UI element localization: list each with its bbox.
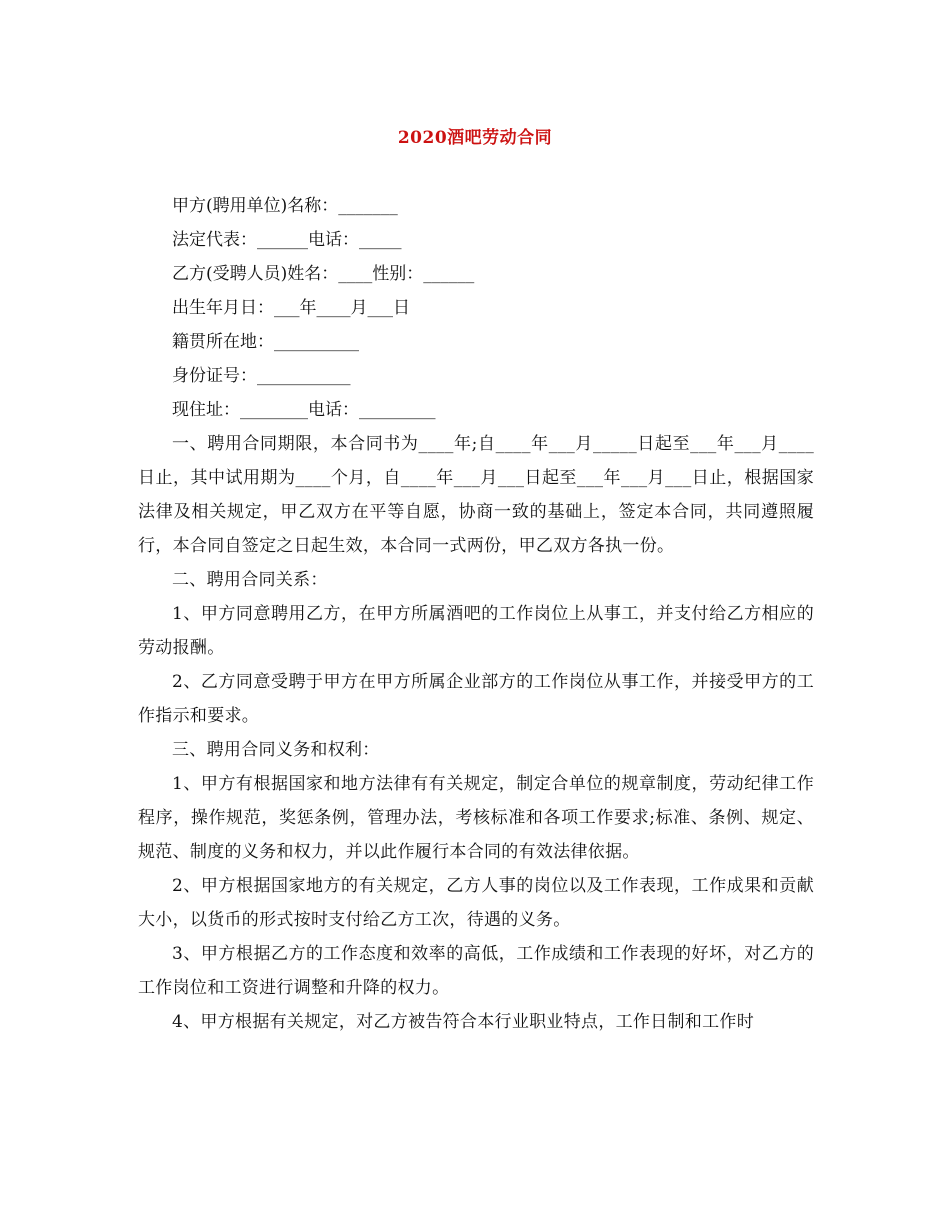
section-3-heading: 三、聘用合同义务和权利： xyxy=(172,740,380,760)
clause-3-2: 2、甲方根据国家地方的有关规定，乙方人事的岗位以及工作表现，工作成果和贡献大小，以货币的形式按时支付给乙方工次，待遇的义务。 xyxy=(138,876,814,930)
party-b-name-line: 乙方(受聘人员)姓名：____性别：______ xyxy=(172,264,475,284)
legal-representative-line: 法定代表：______电话：_____ xyxy=(172,230,402,250)
clause-3-3: 3、甲方根据乙方的工作态度和效率的高低，工作成绩和工作表现的好坏，对乙方的工作岗位和工资进行调整和升降的权力。 xyxy=(138,944,814,998)
clause-3-4: 4、甲方根据有关规定，对乙方被告符合本行业职业特点，工作日制和工作时 xyxy=(172,1012,755,1032)
clause-2-1: 1、甲方同意聘用乙方，在甲方所属酒吧的工作岗位上从事工，并支付给乙方相应的劳动报酬。 xyxy=(138,604,814,658)
id-number-line: 身份证号：___________ xyxy=(172,366,351,386)
party-a-name-line: 甲方(聘用单位)名称：_______ xyxy=(172,196,398,216)
clause-1-term: 一、聘用合同期限，本合同书为____年;自____年___月_____日起至___年___月____日止，其中试用期为____个月，自____年___月___日起至___年___月___日止，根据国家法律及相关规定，甲乙双方在平等自愿，协商一致的基础上，签定本合同，共同遵照履行，本合同自签定之日起生效，本合同一式两份，甲乙双方各执一份。 xyxy=(138,434,814,556)
section-2-heading: 二、聘用合同关系： xyxy=(172,570,328,590)
native-place-line: 籍贯所在地：__________ xyxy=(172,332,359,352)
clause-2-2: 2、乙方同意受聘于甲方在甲方所属企业部方的工作岗位从事工作，并接受甲方的工作指示和要求。 xyxy=(138,672,814,726)
clause-3-1: 1、甲方有根据国家和地方法律有有关规定，制定合单位的规章制度，劳动纪律工作程序，操作规范，奖惩条例，管理办法，考核标准和各项工作要求;标准、条例、规定、规范、制度的义务和权力，并以此作履行本合同的有效法律依据。 xyxy=(138,774,814,862)
document-body xyxy=(138,189,814,1039)
document-title: 2020酒吧劳动合同 xyxy=(397,128,553,148)
address-line: 现住址：________电话：_________ xyxy=(172,400,436,420)
birth-date-line: 出生年月日：___年____月___日 xyxy=(172,298,410,318)
